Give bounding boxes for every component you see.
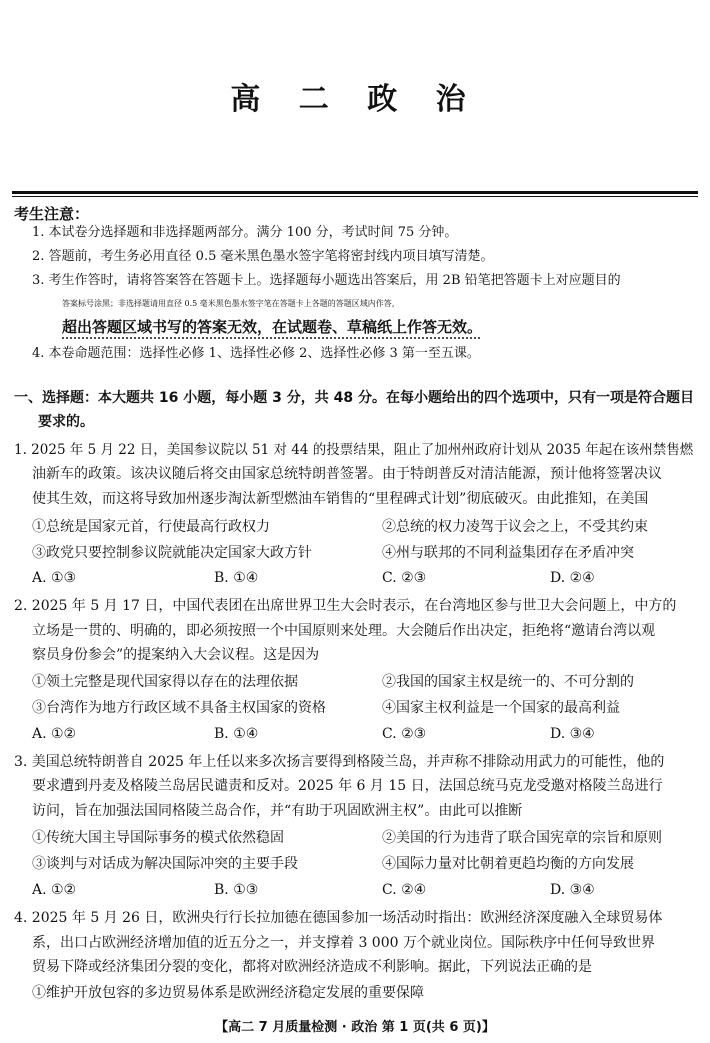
q1-stem-line-2: 油新车的政策。该决议随后将交由国家总统特朗普签署。由于特朗普反对清洁能源，预计他将签署决议 xyxy=(32,466,662,482)
divider-thick xyxy=(12,191,698,194)
q1-choice-a: A. ①③ xyxy=(32,570,77,586)
q3-choice-c: C. ②④ xyxy=(382,882,427,898)
q4-stem-line-3: 贸易下降或经济集团分裂的变化，都将对欧洲经济造成不利影响。据此，下列说法正确的是 xyxy=(32,959,592,975)
notice-item-2: 2. 答题前，考生务必用直径 0.5 毫米黑色墨水签字笔将密封线内项目填写清楚。 xyxy=(32,249,494,264)
q2-choice-c: C. ②③ xyxy=(382,726,427,742)
q3-statement-2: ②美国的行为违背了联合国宪章的宗旨和原则 xyxy=(382,830,662,846)
q3-statement-3: ③谈判与对话成为解决国际冲突的主要手段 xyxy=(32,856,298,872)
q2-stem-line-3: 察员身份参会”的提案纳入大会议程。这是因为 xyxy=(32,647,320,663)
notice-item-3-cont: 答案标号涂黑；非选择题请用直径 0.5 毫米黑色墨水签字笔在答题卡上各题的答题区域内作答， xyxy=(62,299,400,308)
q2-statement-4: ④国家主权利益是一个国家的最高利益 xyxy=(382,700,620,716)
q3-stem-line-3: 访问，旨在加强法国同格陵兰岛合作，并“有助于巩固欧洲主权”。由此可以推断 xyxy=(32,803,523,819)
q3-statement-4: ④国际力量对比朝着更趋均衡的方向发展 xyxy=(382,856,634,872)
q2-stem-line-2: 立场是一贯的、明确的，即必须按照一个中国原则来处理。大会随后作出决定，拒绝将“邀请台湾以观 xyxy=(32,623,656,639)
divider-thin xyxy=(12,196,698,197)
notice-item-1: 1. 本试卷分选择题和非选择题两部分。满分 100 分，考试时间 75 分钟。 xyxy=(32,225,458,240)
q4-stem-line-2: 系，出口占欧洲经济增加值的近五分之一，并支撑着 3 000 万个就业岗位。国际秩序中任何导致世界 xyxy=(32,935,655,951)
page-title: 高 二 政 治 xyxy=(230,82,480,117)
notice-item-4: 4. 本卷命题范围：选择性必修 1、选择性必修 2、选择性必修 3 第一至五课。 xyxy=(32,346,480,361)
q1-statement-4: ④州与联邦的不同利益集团存在矛盾冲突 xyxy=(382,545,634,561)
q1-choice-c: C. ②③ xyxy=(382,570,427,586)
q1-choice-d: D. ②④ xyxy=(550,570,595,586)
q3-choice-b: B. ①③ xyxy=(214,882,259,898)
q2-statement-3: ③台湾作为地方行政区域不具备主权国家的资格 xyxy=(32,700,326,716)
q3-choice-d: D. ③④ xyxy=(550,882,595,898)
q2-statement-1: ①领土完整是现代国家得以存在的法理依据 xyxy=(32,674,298,690)
q3-statement-1: ①传统大国主导国际事务的模式依然稳固 xyxy=(32,830,284,846)
q1-statement-1: ①总统是国家元首，行使最高行政权力 xyxy=(32,519,270,535)
q2-choice-b: B. ①④ xyxy=(214,726,259,742)
q1-choice-b: B. ①④ xyxy=(214,570,259,586)
section-heading: 一、选择题：本大题共 16 小题，每小题 3 分，共 48 分。在每小题给出的四个选项中，只有一项是符合题目 xyxy=(14,390,694,406)
page-footer: 【高二 7 月质量检测 · 政治 第 1 页(共 6 页)】 xyxy=(215,1020,495,1035)
q3-choice-a: A. ①② xyxy=(32,882,77,898)
q1-statement-3: ③政党只要控制参议院就能决定国家大政方针 xyxy=(32,545,312,561)
q1-statement-2: ②总统的权力凌驾于议会之上，不受其约束 xyxy=(382,519,648,535)
q2-stem-line-1: 2. 2025 年 5 月 17 日，中国代表团在出席世界卫生大会时表示，在台湾地区参与世卫大会问题上，中方的 xyxy=(14,598,677,614)
q4-statement-1: ①维护开放包容的多边贸易体系是欧洲经济稳定发展的重要保障 xyxy=(32,985,424,1001)
q3-stem-line-2: 要求遭到丹麦及格陵兰岛居民谴责和反对。2025 年 6 月 15 日，法国总统马克龙受邀对格陵兰岛进行 xyxy=(32,778,663,794)
q1-stem-line-1: 1. 2025 年 5 月 22 日，美国参议院以 51 对 44 的投票结果，阻止了加州州政府计划从 2035 年起在该州禁售燃 xyxy=(14,442,694,458)
q3-stem-line-1: 3. 美国总统特朗普自 2025 年上任以来多次扬言要得到格陵兰岛，并声称不排除动用武力的可能性，他的 xyxy=(14,754,665,770)
q2-choice-a: A. ①② xyxy=(32,726,77,742)
notice-item-3-emphasis: 超出答题区域书写的答案无效，在试题卷、草稿纸上作答无效。 xyxy=(62,318,483,336)
q4-stem-line-1: 4. 2025 年 5 月 26 日，欧洲央行行长拉加德在德国参加一场活动时指出：欧洲经济深度融入全球贸易体 xyxy=(14,910,663,926)
section-heading-cont: 要求的。 xyxy=(38,414,94,430)
q2-choice-d: D. ③④ xyxy=(550,726,595,742)
notice-item-3: 3. 考生作答时，请将答案答在答题卡上。选择题每小题选出答案后，用 2B 铅笔把答题卡上对应题目的 xyxy=(32,273,621,288)
notice-heading: 考生注意： xyxy=(14,205,90,223)
q2-statement-2: ②我国的国家主权是统一的、不可分割的 xyxy=(382,674,634,690)
q1-stem-line-3: 使其生效，而这将导致加州逐步淘汰新型燃油车销售的“里程碑式计划”彻底破灭。由此推知，在美国 xyxy=(32,491,649,507)
